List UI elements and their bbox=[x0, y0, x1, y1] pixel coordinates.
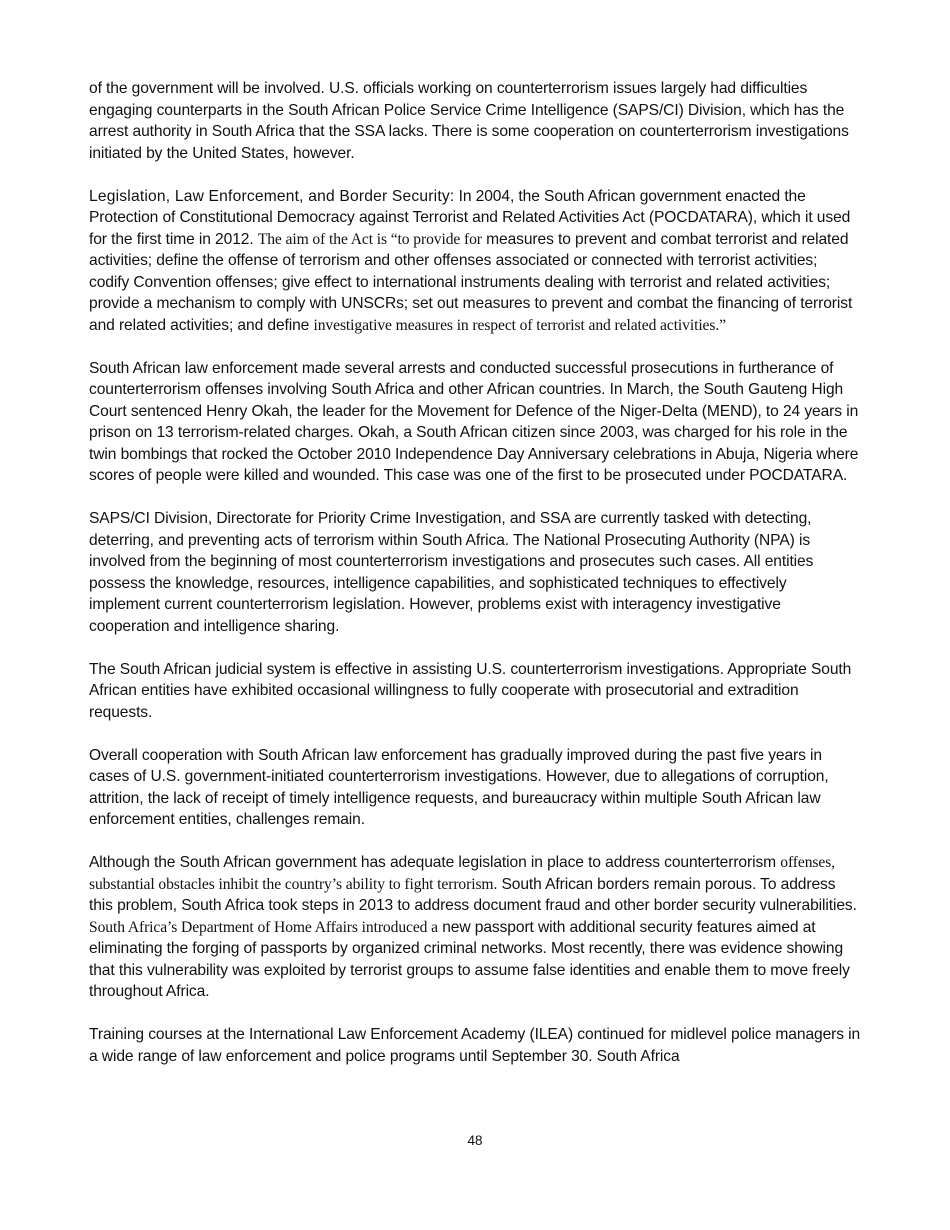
paragraph-2-run-5: investigative measures in respect of terrorist and related activities.” bbox=[313, 316, 726, 334]
paragraph-1-run-1: of the government will be involved. U.S. officials working on counterterrorism issues largely had difficulties engaging counterparts in the South African Police Service Crime Intelligence (SAPS/CI) Division, which has the arrest authority in South Africa that the SSA lacks. There is some cooperation on counterterrorism investigations initiated by the United States, however. bbox=[89, 80, 849, 162]
paragraph-7 bbox=[89, 852, 861, 1003]
paragraph-4-run-1: SAPS/CI Division, Directorate for Priority Crime Investigation, and SSA are currently tasked with detecting, deterring, and preventing acts of terrorism within South Africa. The National Prosecuting Authority (NPA) is involved from the beginning of most counterterrorism investigations and prosecutes such cases. All entities possess the knowledge, resources, intelligence capabilities, and sophisticated techniques to effectively implement current counterterrorism legislation. However, problems exist with interagency investigative cooperation and intelligence sharing. bbox=[89, 510, 814, 635]
paragraph-1 bbox=[89, 78, 861, 164]
paragraph-8 bbox=[89, 1024, 861, 1067]
paragraph-2 bbox=[89, 186, 861, 337]
page-number: 48 bbox=[467, 1133, 483, 1148]
paragraph-2-run-2: In 2004, the South African government enacted the Protection of Constitutional Democracy against Terrorist and Related Activities Act (POCDATARA), which it used for the first time in 2012. bbox=[89, 187, 851, 248]
paragraph-7-run-4: South Africa’s Department of Home Affairs introduced a bbox=[89, 918, 438, 936]
paragraph-7-run-3: South African borders remain porous. To address this problem, South Africa took steps in 2013 to address document fraud and other border security vulnerabilities. bbox=[89, 875, 857, 914]
document-body bbox=[89, 78, 861, 1089]
paragraph-8-run-1: Training courses at the International Law Enforcement Academy (ILEA) continued for midlevel police managers in a wide range of law enforcement and police programs until September 30. South Africa bbox=[89, 1026, 861, 1065]
paragraph-6-run-1: Overall cooperation with South African law enforcement has gradually improved during the past five years in cases of U.S. government-initiated counterterrorism investigations. However, due to allegations of corruption, attrition, the lack of receipt of timely intelligence requests, and bureaucracy within multiple South African law enforcement entities, challenges remain. bbox=[89, 746, 829, 828]
paragraph-5 bbox=[89, 659, 861, 724]
paragraph-2-run-3: The aim of the Act is “to provide for bbox=[257, 230, 482, 248]
paragraph-2-run-4: measures to prevent and combat terrorist and related activities; define the offense of terrorism and other offenses associated or connected with terrorist activities; codify Convention offenses; give effect to international instruments dealing with terrorist and related activities; provide a mechanism to comply with UNSCRs; set out measures to prevent and combat the financing of terrorist and related activities; and define bbox=[89, 230, 853, 334]
paragraph-7-run-1: Although the South African government has adequate legislation in place to address counterterrorism bbox=[89, 854, 781, 871]
paragraph-3 bbox=[89, 358, 861, 487]
paragraph-3-run-1: South African law enforcement made several arrests and conducted successful prosecutions in furtherance of counterterrorism offenses involving South Africa and other African countries. In March, the South Gauteng High Court sentenced Henry Okah, the leader for the Movement for Defence of the Niger-Delta (MEND), to 24 years in prison on 13 terrorism-related charges. Okah, a South African citizen since 2003, was charged for his role in the twin bombings that rocked the October 2010 Independence Day Anniversary celebrations in Abuja, Nigeria where scores of people were killed and wounded. This case was one of the first to be prosecuted under POCDATARA. bbox=[89, 359, 859, 484]
paragraph-7-run-5: new passport with additional security features aimed at eliminating the forging of passports by organized criminal networks. Most recently, there was evidence showing that this vulnerability was exploited by terrorist groups to assume false identities and enable them to move freely throughout Africa. bbox=[89, 918, 850, 1000]
section-heading: Legislation, Law Enforcement, and Border Security: bbox=[89, 187, 455, 205]
paragraph-7-run-2: offenses, substantial obstacles inhibit the country’s ability to fight terrorism. bbox=[89, 854, 835, 893]
paragraph-5-run-1: The South African judicial system is effective in assisting U.S. counterterrorism investigations. Appropriate South African entities have exhibited occasional willingness to fully cooperate with prosecutorial and extradition requests. bbox=[89, 660, 852, 721]
paragraph-4 bbox=[89, 508, 861, 637]
paragraph-6 bbox=[89, 745, 861, 831]
